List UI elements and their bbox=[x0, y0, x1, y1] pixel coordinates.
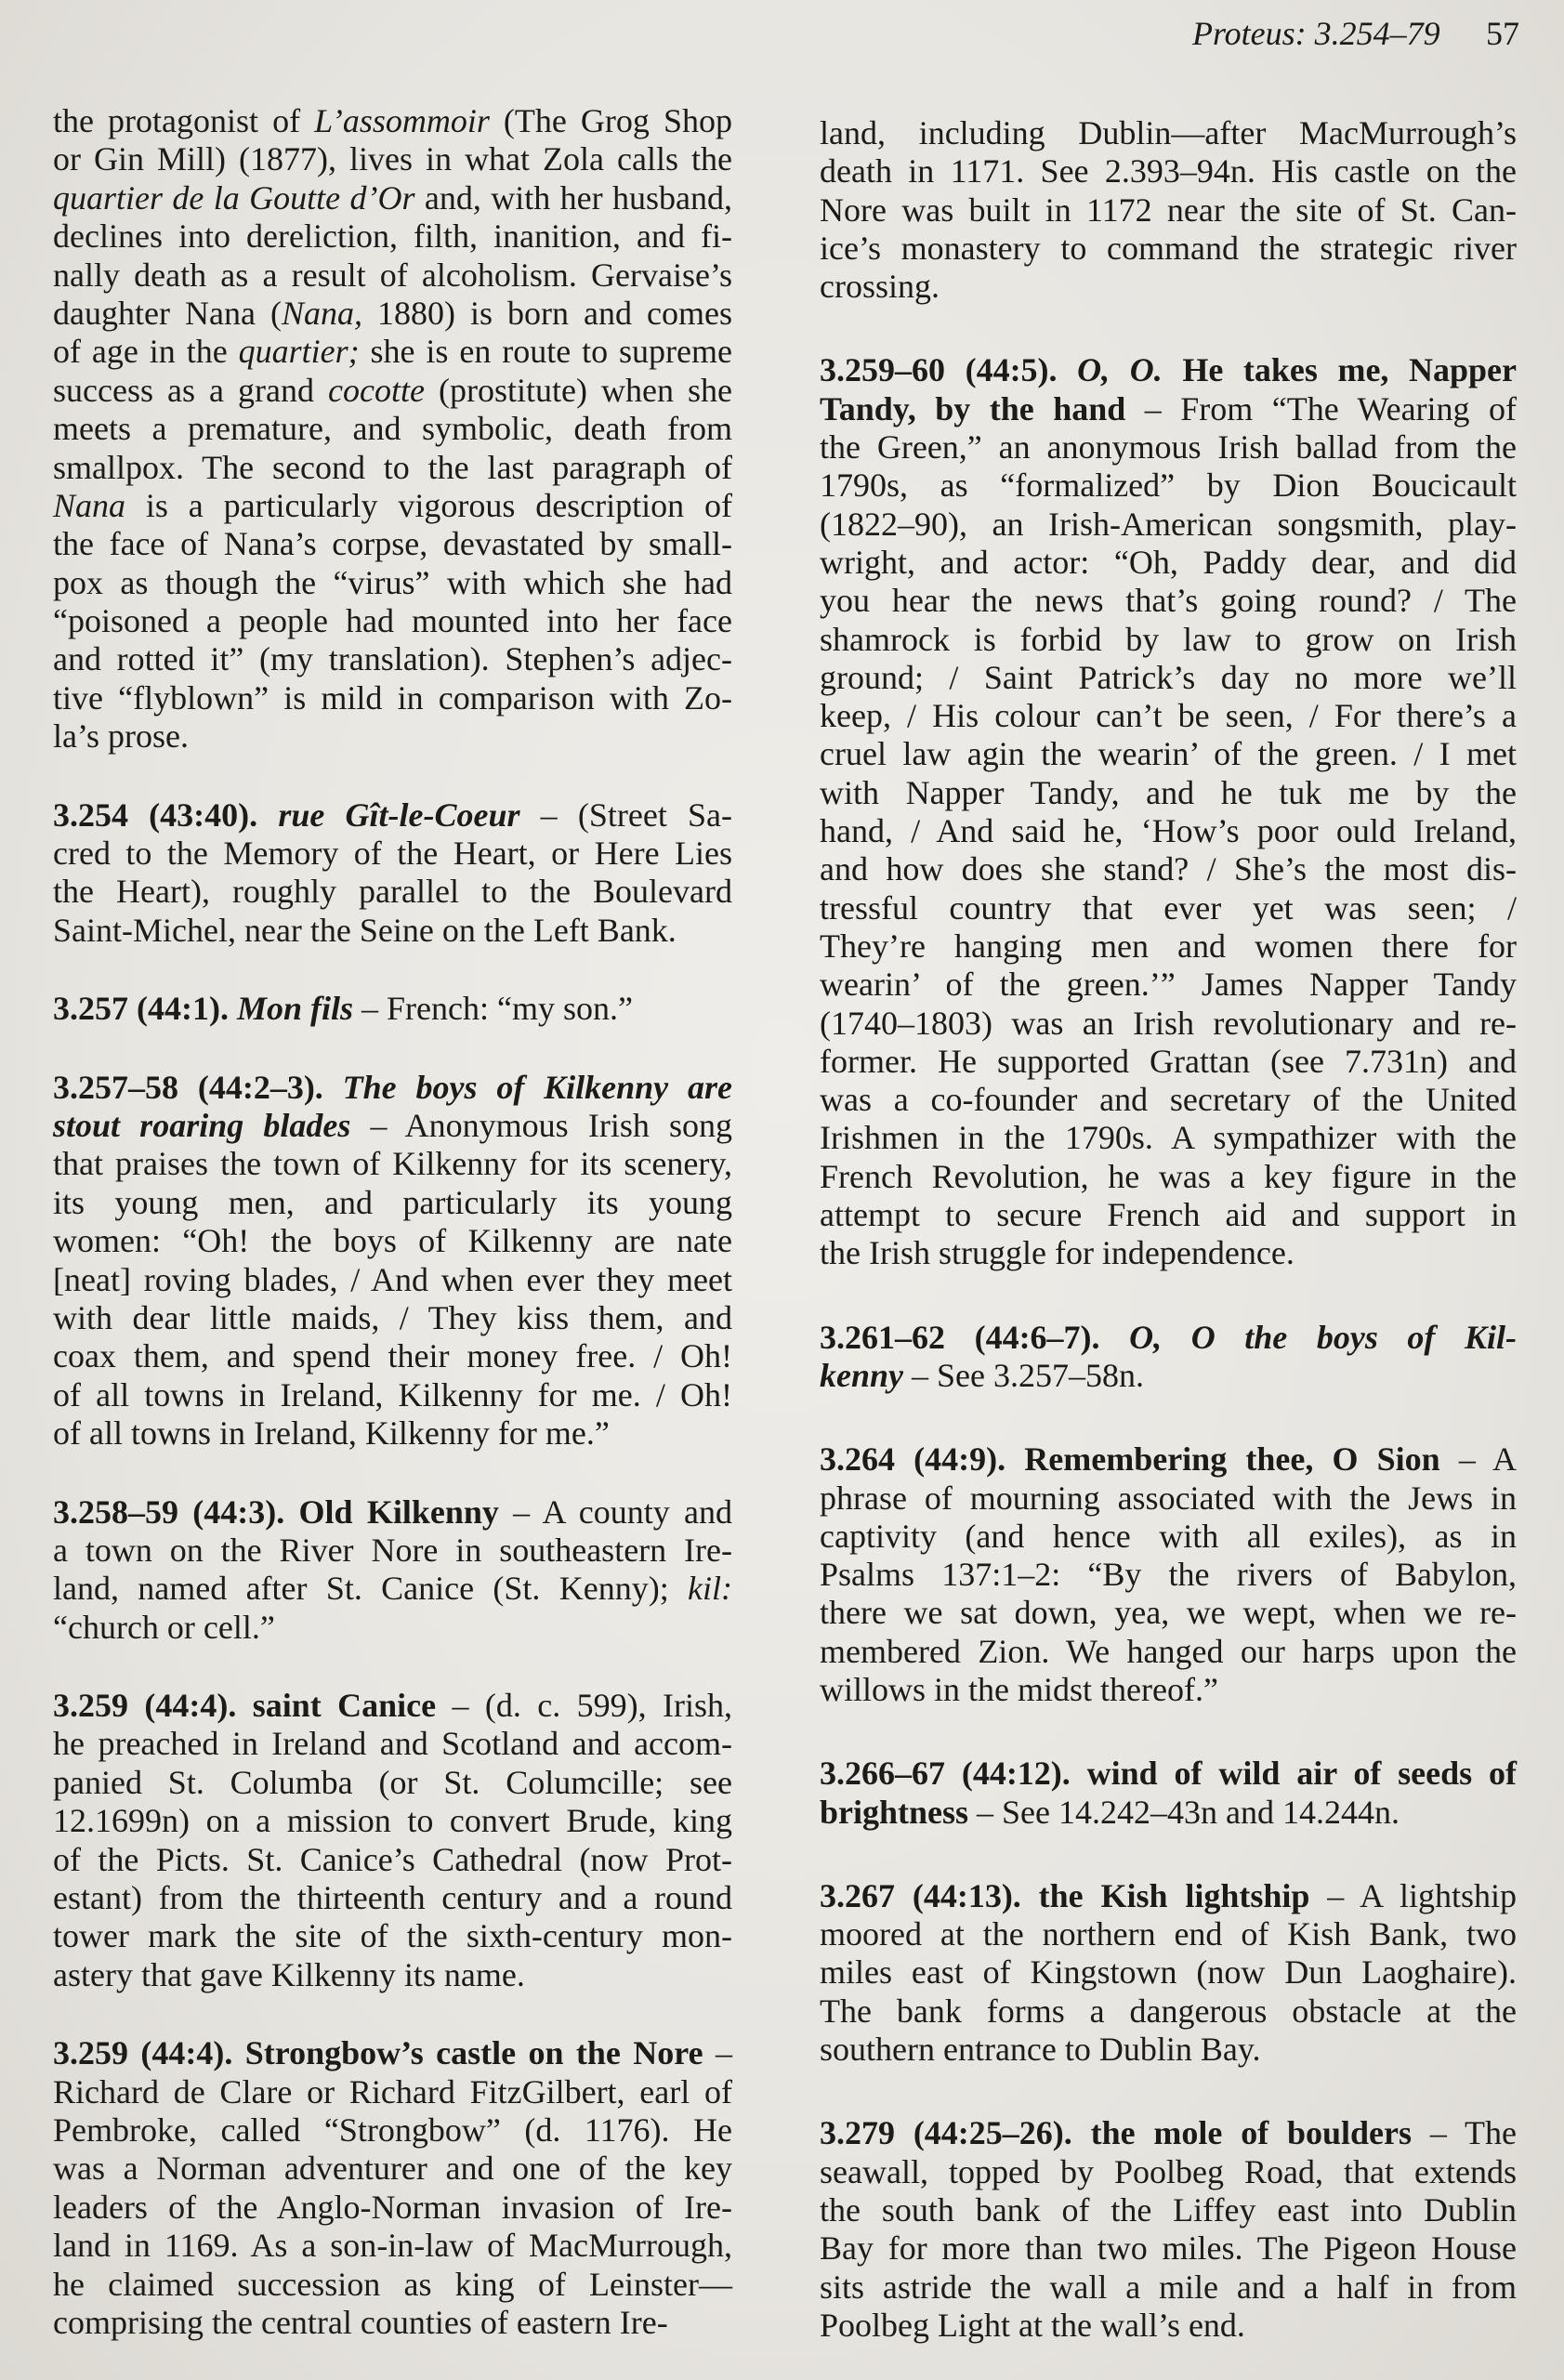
entry-reference: 3.257–58 (44:2–3). bbox=[53, 1068, 343, 1106]
entry-lemma: kenny bbox=[820, 1356, 903, 1394]
text-line bbox=[53, 564, 732, 602]
text-line bbox=[53, 256, 732, 295]
text-line bbox=[820, 1234, 1517, 1272]
body-text: its young men, and particularly its young bbox=[53, 1183, 732, 1221]
body-text: 1790s, as “formalized” by Dion Boucicault bbox=[820, 467, 1517, 505]
body-text: – A lightship bbox=[1309, 1876, 1518, 1914]
body-text: Nore was built in 1172 near the site of St. Can- bbox=[820, 191, 1517, 229]
body-text: Poolbeg Light at the wall’s end. bbox=[820, 2306, 1245, 2344]
text-line bbox=[820, 351, 1517, 389]
text-line bbox=[53, 1414, 732, 1453]
body-text: – A county and bbox=[498, 1492, 732, 1531]
body-text: cred to the Memory of the Heart, or Here Lies bbox=[53, 835, 732, 873]
body-text: seawall, topped by Poolbeg Road, that extends bbox=[820, 2152, 1517, 2190]
text-line bbox=[820, 659, 1517, 697]
text-line bbox=[53, 487, 732, 525]
text-line bbox=[53, 1222, 732, 1260]
body-text: the Green,” an anonymous Irish ballad from the bbox=[820, 428, 1517, 467]
text-line bbox=[53, 679, 732, 717]
body-text: meets a premature, and symbolic, death from bbox=[53, 410, 732, 448]
body-text: is a particularly vigorous description of bbox=[125, 486, 732, 524]
entry-reference: 3.254 (43:40). bbox=[53, 796, 279, 834]
body-text: with dear little maids, / They kiss them, and bbox=[53, 1298, 732, 1336]
text-line bbox=[53, 1299, 732, 1337]
body-text: he claimed succession as king of Leinster— bbox=[53, 2265, 732, 2303]
text-line bbox=[820, 582, 1517, 620]
body-text: wearin’ of the green.’” James Napper Tandy bbox=[820, 966, 1517, 1004]
text-line bbox=[820, 114, 1517, 152]
text-line bbox=[820, 774, 1517, 812]
annotation-entry bbox=[820, 1319, 1517, 1396]
text-line bbox=[53, 1841, 732, 1879]
text-line bbox=[53, 796, 732, 835]
text-line bbox=[53, 873, 732, 911]
text-line bbox=[820, 2153, 1517, 2191]
body-text: leaders of the Anglo-Norman invasion of Ire- bbox=[53, 2188, 732, 2226]
body-text: Saint-Michel, near the Seine on the Left Bank. bbox=[53, 911, 677, 949]
body-text: southern entrance to Dublin Bay. bbox=[820, 2031, 1261, 2069]
body-text: former. He supported Grattan (see 7.731n) and bbox=[820, 1042, 1517, 1080]
text-line bbox=[53, 1956, 732, 1994]
text-line bbox=[53, 1879, 732, 1917]
body-text: of all towns in Ireland, Kilkenny for me.” bbox=[53, 1414, 610, 1453]
body-text: ground; / Saint Patrick’s day no more we’ll bbox=[820, 658, 1517, 696]
text-line bbox=[820, 2191, 1517, 2229]
text-line bbox=[53, 102, 732, 140]
body-text: crossing. bbox=[820, 268, 940, 306]
body-text: 1880) is born and comes bbox=[361, 294, 733, 332]
annotation-entry bbox=[820, 1877, 1517, 2069]
annotation-entry bbox=[53, 1069, 732, 1453]
text-line bbox=[820, 268, 1517, 306]
body-text: you hear the news that’s going round? / The bbox=[820, 582, 1517, 620]
text-line bbox=[820, 1158, 1517, 1196]
body-text: – A bbox=[1439, 1440, 1517, 1479]
text-line bbox=[820, 1755, 1517, 1793]
body-text: tower mark the site of the sixth-century mon- bbox=[53, 1917, 732, 1955]
body-text: willows in the midst thereof.” bbox=[820, 1670, 1218, 1708]
body-text: tressful country that ever yet was seen; / bbox=[820, 888, 1517, 927]
text-line bbox=[820, 1479, 1517, 1518]
text-line bbox=[53, 1802, 732, 1840]
text-line bbox=[53, 1069, 732, 1107]
entry-reference: 3.266–67 (44:12). wind of wild air of seeds of bbox=[820, 1755, 1517, 1793]
body-text: he preached in Ireland and Scotland and accom- bbox=[53, 1725, 732, 1763]
body-text: (1740–1803) was an Irish revolutionary and re- bbox=[820, 1004, 1517, 1042]
text-line bbox=[820, 1005, 1517, 1043]
body-text: death in 1171. See 2.393–94n. His castle on the bbox=[820, 152, 1517, 191]
body-text: land, named after St. Canice (St. Kenny); bbox=[53, 1570, 689, 1608]
body-text: women: “Oh! the boys of Kilkenny are nate bbox=[53, 1222, 732, 1260]
text-line bbox=[53, 1184, 732, 1222]
body-text: “poisoned a people had mounted into her face bbox=[53, 602, 732, 640]
text-line bbox=[53, 1493, 732, 1532]
text-line bbox=[53, 2150, 732, 2188]
text-line bbox=[820, 927, 1517, 966]
text-line bbox=[53, 2266, 732, 2304]
entry-lemma: Mon fils bbox=[236, 990, 354, 1028]
text-line bbox=[820, 506, 1517, 544]
body-text: Bay for more than two miles. The Pigeon House bbox=[820, 2229, 1517, 2268]
italic-text: L’assommoir bbox=[314, 102, 490, 139]
text-line bbox=[820, 621, 1517, 659]
text-line bbox=[820, 1196, 1517, 1234]
body-text: – See 14.242–43n and 14.244n. bbox=[968, 1793, 1400, 1831]
text-line bbox=[53, 1376, 732, 1414]
text-line bbox=[820, 1915, 1517, 1953]
text-line bbox=[820, 735, 1517, 773]
text-line bbox=[53, 295, 732, 333]
entry-reference: 3.259–60 (44:5). bbox=[820, 351, 1078, 389]
entry-lemma: O, O. bbox=[1077, 351, 1163, 389]
body-text: la’s prose. bbox=[53, 717, 189, 756]
body-text: there we sat down, yea, we wept, when we re- bbox=[820, 1594, 1517, 1632]
text-line bbox=[820, 1594, 1517, 1632]
body-text: tive “flyblown” is mild in comparison with Zo- bbox=[53, 678, 732, 717]
text-line bbox=[53, 525, 732, 563]
body-text: the Heart), roughly parallel to the Boulevard bbox=[53, 873, 732, 911]
entry-reference: 3.259 (44:4). Strongbow’s castle on the Nore bbox=[53, 2034, 703, 2072]
text-line bbox=[820, 850, 1517, 888]
body-text: panied St. Columba (or St. Columcille; see bbox=[53, 1763, 732, 1801]
body-text: cruel law agin the wearin’ of the green. / I met bbox=[820, 735, 1517, 773]
annotation-entry bbox=[53, 2034, 732, 2342]
body-text: – From “The Wearing of bbox=[1125, 389, 1518, 427]
annotation-entry bbox=[820, 1755, 1517, 1832]
annotation-entry bbox=[820, 2114, 1517, 2345]
text-line bbox=[53, 1609, 732, 1647]
annotation-entry bbox=[53, 990, 732, 1028]
italic-text: cocotte bbox=[328, 371, 425, 409]
text-line bbox=[820, 1119, 1517, 1157]
body-text: Irishmen in the 1790s. A sympathizer with the bbox=[820, 1119, 1517, 1157]
text-line bbox=[53, 912, 732, 950]
body-text: of the Picts. St. Canice’s Cathedral (now Prot- bbox=[53, 1840, 732, 1878]
body-text: the face of Nana’s corpse, devastated by small- bbox=[53, 525, 732, 563]
body-text: – (Street Sa- bbox=[519, 796, 732, 834]
text-line bbox=[820, 390, 1517, 428]
entry-lemma: The boys of Kilkenny are bbox=[342, 1068, 732, 1106]
body-text: – Anonymous Irish song bbox=[350, 1106, 732, 1144]
body-text: “church or cell.” bbox=[53, 1608, 275, 1646]
body-text: – See 3.257–58n. bbox=[903, 1356, 1144, 1394]
body-text: 12.1699n) on a mission to convert Brude, king bbox=[53, 1802, 732, 1840]
text-line bbox=[820, 1953, 1517, 1992]
body-text: attempt to secure French aid and support in bbox=[820, 1196, 1517, 1234]
text-line bbox=[820, 1992, 1517, 2031]
text-line bbox=[53, 2304, 732, 2342]
text-line bbox=[53, 217, 732, 256]
text-line bbox=[820, 1671, 1517, 1709]
text-line bbox=[820, 2031, 1517, 2069]
text-line bbox=[820, 230, 1517, 268]
text-line bbox=[820, 966, 1517, 1004]
body-text: sits astride the wall a mile and a half in from bbox=[820, 2268, 1517, 2306]
body-text: daughter Nana ( bbox=[53, 294, 282, 332]
body-text: moored at the northern end of Kish Bank, two bbox=[820, 1915, 1517, 1953]
text-line bbox=[53, 179, 732, 217]
text-line bbox=[53, 602, 732, 640]
text-line bbox=[53, 990, 732, 1028]
text-line bbox=[820, 2268, 1517, 2307]
body-text: nally death as a result of alcoholism. Gervaise’s bbox=[53, 256, 732, 294]
text-line bbox=[53, 1107, 732, 1145]
text-line bbox=[53, 2034, 732, 2072]
body-text: smallpox. The second to the last paragraph of bbox=[53, 448, 732, 486]
body-text: and rotted it” (my translation). Stephen’s adjec- bbox=[53, 640, 732, 678]
text-line bbox=[820, 428, 1517, 467]
text-line bbox=[820, 1556, 1517, 1594]
annotation-entry bbox=[53, 796, 732, 951]
text-line bbox=[820, 152, 1517, 191]
annotation-continuation bbox=[820, 114, 1517, 306]
body-text: was a Norman adventurer and one of the key bbox=[53, 2150, 732, 2188]
body-text: success as a grand bbox=[53, 371, 329, 409]
left-column bbox=[53, 102, 732, 2342]
body-text: land in 1169. As a son-in-law of MacMurrough, bbox=[53, 2227, 732, 2265]
text-line bbox=[53, 410, 732, 448]
body-text: coax them, and spend their money free. / Oh! bbox=[53, 1337, 732, 1375]
body-text: the Irish struggle for independence. bbox=[820, 1234, 1295, 1272]
body-text: ice’s monastery to command the strategic river bbox=[820, 229, 1517, 267]
body-text: she is en route to supreme bbox=[359, 333, 732, 371]
body-text: miles east of Kingstown (now Dun Laoghaire). bbox=[820, 1953, 1517, 1992]
body-text: French Revolution, he was a key figure in the bbox=[820, 1157, 1517, 1195]
text-line bbox=[820, 697, 1517, 735]
entry-reference: 3.257 (44:1). bbox=[53, 990, 237, 1028]
body-text: (1822–90), an Irish-American songsmith, play- bbox=[820, 505, 1517, 543]
body-text: comprising the central counties of eastern Ire- bbox=[53, 2303, 668, 2341]
body-text: (prostitute) when she bbox=[424, 371, 732, 409]
text-line bbox=[820, 1440, 1517, 1479]
body-text: pox as though the “virus” with which she had bbox=[53, 563, 732, 601]
body-text: Richard de Clare or Richard FitzGilbert, earl of bbox=[53, 2072, 732, 2110]
text-line bbox=[53, 372, 732, 410]
text-line bbox=[820, 1319, 1517, 1357]
body-text: land, including Dublin—after MacMurrough’s bbox=[820, 114, 1517, 151]
text-line bbox=[53, 1532, 732, 1570]
text-line bbox=[820, 1877, 1517, 1915]
text-line bbox=[53, 1725, 732, 1763]
entry-reference: Tandy, by the hand bbox=[820, 389, 1126, 427]
italic-text: Nana, bbox=[281, 294, 362, 332]
body-text: wright, and actor: “Oh, Paddy dear, and did bbox=[820, 543, 1517, 581]
italic-text: Nana bbox=[53, 486, 126, 524]
text-line bbox=[53, 2227, 732, 2265]
entry-lemma: O, O the boys of Kil- bbox=[1129, 1318, 1517, 1356]
annotation-entry bbox=[53, 1493, 732, 1648]
text-line bbox=[53, 640, 732, 678]
body-text: phrase of mourning associated with the Jews in bbox=[820, 1479, 1517, 1517]
body-text: membered Zion. We hanged our harps upon the bbox=[820, 1632, 1517, 1670]
entry-reference: 3.264 (44:9). Remembering thee, O Sion bbox=[820, 1440, 1440, 1479]
text-line bbox=[53, 1764, 732, 1802]
annotation-continuation bbox=[53, 102, 732, 756]
text-line bbox=[53, 2189, 732, 2227]
text-line bbox=[820, 2307, 1517, 2345]
entry-reference: 3.259 (44:4). saint Canice bbox=[53, 1687, 437, 1725]
text-line bbox=[820, 1043, 1517, 1081]
body-text: – (d. c. 599), Irish, bbox=[436, 1687, 732, 1725]
body-text: – bbox=[703, 2034, 732, 2072]
text-line bbox=[820, 467, 1517, 505]
text-line bbox=[820, 889, 1517, 927]
body-text: captivity (and hence with all exiles), as in bbox=[820, 1517, 1517, 1555]
body-text: the protagonist of bbox=[53, 102, 315, 139]
body-text: The bank forms a dangerous obstacle at the bbox=[820, 1992, 1517, 2030]
body-text: and, with her husband, bbox=[414, 178, 732, 217]
text-line bbox=[53, 1570, 732, 1608]
text-line bbox=[53, 449, 732, 487]
italic-text: kil: bbox=[688, 1570, 732, 1608]
annotation-entry bbox=[820, 1440, 1517, 1709]
body-text: that praises the town of Kilkenny for its scenery, bbox=[53, 1145, 732, 1183]
italic-text: quartier; bbox=[238, 333, 360, 371]
page-number: 57 bbox=[1486, 15, 1519, 52]
body-text: astery that gave Kilkenny its name. bbox=[53, 1955, 525, 1993]
body-text: the south bank of the Liffey east into Dublin bbox=[820, 2190, 1517, 2229]
text-line bbox=[820, 1518, 1517, 1556]
entry-reference: brightness bbox=[820, 1793, 969, 1831]
body-text: They’re hanging men and women there for bbox=[820, 927, 1517, 965]
body-text: and how does she stand? / She’s the most dis- bbox=[820, 850, 1517, 888]
body-text: – French: “my son.” bbox=[353, 990, 633, 1028]
text-line bbox=[820, 544, 1517, 582]
body-text: Psalms 137:1–2: “By the rivers of Babylon, bbox=[820, 1556, 1517, 1594]
text-line bbox=[53, 717, 732, 756]
body-text: with Napper Tandy, and he tuk me by the bbox=[820, 773, 1517, 811]
text-line bbox=[820, 1633, 1517, 1671]
entry-reference: 3.261–62 (44:6–7). bbox=[820, 1318, 1130, 1356]
body-text: (The Grog Shop bbox=[489, 102, 732, 139]
body-text: – The bbox=[1412, 2114, 1517, 2152]
body-text: of age in the bbox=[53, 333, 239, 371]
body-text: [neat] roving blades, / And when ever they meet bbox=[53, 1260, 732, 1298]
annotation-entry bbox=[53, 1687, 732, 1994]
text-line bbox=[820, 2229, 1517, 2268]
italic-text: quartier de la Goutte d’Or bbox=[53, 178, 415, 217]
body-text: Pembroke, called “Strongbow” (d. 1176). He bbox=[53, 2110, 732, 2149]
body-text: was a co-founder and secretary of the United bbox=[820, 1081, 1517, 1119]
text-line bbox=[53, 835, 732, 873]
body-text: estant) from the thirteenth century and a round bbox=[53, 1879, 732, 1917]
text-line bbox=[820, 812, 1517, 850]
entry-reference: 3.258–59 (44:3). Old Kilkenny bbox=[53, 1492, 499, 1531]
running-head: Proteus: 3.254–79 bbox=[1192, 15, 1440, 52]
entry-lemma: stout roaring blades bbox=[53, 1106, 351, 1144]
body-text: declines into dereliction, filth, inanition, and fi- bbox=[53, 217, 732, 256]
entry-reference: 3.279 (44:25–26). the mole of boulders bbox=[820, 2114, 1413, 2152]
right-column bbox=[820, 114, 1517, 2345]
body-text: a town on the River Nore in southeastern Ire- bbox=[53, 1531, 732, 1569]
body-text: or Gin Mill) (1877), lives in what Zola calls the bbox=[53, 140, 732, 178]
annotation-entry bbox=[820, 351, 1517, 1272]
text-line bbox=[53, 2073, 732, 2111]
body-text: shamrock is forbid by law to grow on Irish bbox=[820, 620, 1517, 658]
text-line bbox=[53, 2111, 732, 2150]
text-line bbox=[53, 333, 732, 371]
text-line bbox=[53, 1917, 732, 1955]
body-text: of all towns in Ireland, Kilkenny for me. / Oh! bbox=[53, 1375, 732, 1414]
entry-reference: He takes me, Napper bbox=[1162, 351, 1518, 389]
text-line bbox=[820, 1357, 1517, 1395]
body-text: keep, / His colour can’t be seen, / For there’s a bbox=[820, 697, 1517, 735]
body-text: hand, / And said he, ‘How’s poor ould Ireland, bbox=[820, 812, 1517, 850]
text-line bbox=[820, 1794, 1517, 1832]
entry-lemma: rue Gît-le-Coeur bbox=[278, 796, 520, 834]
text-line bbox=[53, 1145, 732, 1183]
text-line bbox=[53, 1337, 732, 1375]
text-line bbox=[53, 1687, 732, 1725]
text-line bbox=[53, 140, 732, 178]
text-line bbox=[820, 191, 1517, 230]
text-line bbox=[820, 1081, 1517, 1119]
text-line bbox=[53, 1261, 732, 1299]
entry-reference: 3.267 (44:13). the Kish lightship bbox=[820, 1876, 1310, 1914]
text-line bbox=[820, 2114, 1517, 2152]
